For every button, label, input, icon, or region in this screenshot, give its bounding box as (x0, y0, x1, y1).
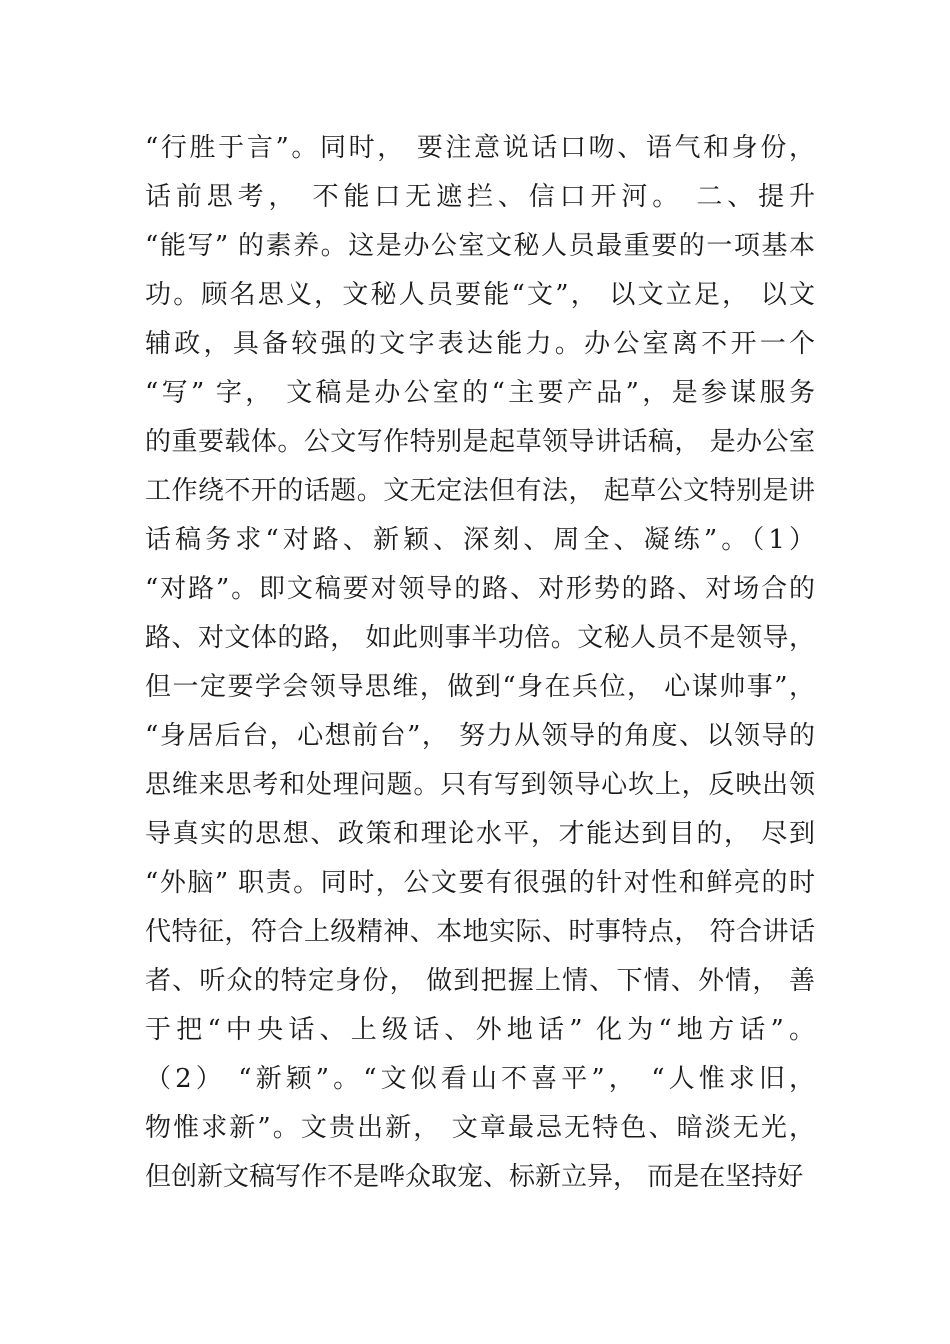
body-text (145, 124, 815, 1202)
text-line: 但创新文稿写作不是哗众取宠、标新立异， 而是在坚持好 (145, 1162, 804, 1192)
text-line: 工作绕不开的话题。文无定法但有法， 起草公文特别是讲 (145, 476, 815, 506)
text-line: 辅政，具备较强的文字表达能力。办公室离不开一个 (145, 329, 815, 359)
text-line: 物惟求新”。文贵出新， 文章最忌无特色、暗淡无光， (145, 1113, 815, 1143)
text-line: “写” 字， 文稿是办公室的“主要产品”，是参谋服务 (145, 378, 815, 408)
text-line: 但一定要学会领导思维，做到“身在兵位， 心谋帅事”， (145, 672, 815, 702)
text-line: 于把“中央话、上级话、外地话” 化为“地方话”。 (145, 1015, 815, 1045)
text-line: “对路”。即文稿要对领导的路、对形势的路、对场合的 (145, 574, 815, 604)
text-line: “行胜于言”。同时， 要注意说话口吻、语气和身份， (145, 133, 815, 163)
text-line: “能写” 的素养。这是办公室文秘人员最重要的一项基本 (145, 231, 815, 261)
text-line: “外脑” 职责。同时，公文要有很强的针对性和鲜亮的时 (145, 868, 815, 898)
text-line: 导真实的思想、政策和理论水平，才能达到目的， 尽到 (145, 819, 815, 849)
text-line: “身居后台，心想前台”， 努力从领导的角度、以领导的 (145, 721, 815, 751)
text-line: 话前思考， 不能口无遮拦、信口开河。 二、提升 (145, 182, 815, 212)
text-line: 思维来思考和处理问题。只有写到领导心坎上，反映出领 (145, 770, 815, 800)
text-line: 代特征，符合上级精神、本地实际、时事特点， 符合讲话 (145, 917, 815, 947)
text-line: （2） “新颖”。“文似看山不喜平”， “人惟求旧， (145, 1064, 815, 1094)
text-line: 话稿务求“对路、新颖、深刻、周全、凝练”。（1） (145, 525, 815, 555)
text-line: 者、听众的特定身份， 做到把握上情、下情、外情， 善 (145, 966, 815, 996)
text-line: 路、对文体的路， 如此则事半功倍。文秘人员不是领导， (145, 623, 815, 653)
text-line: 的重要载体。公文写作特别是起草领导讲话稿， 是办公室 (145, 427, 815, 457)
text-line: 功。顾名思义，文秘人员要能“文”， 以文立足， 以文 (145, 280, 815, 310)
